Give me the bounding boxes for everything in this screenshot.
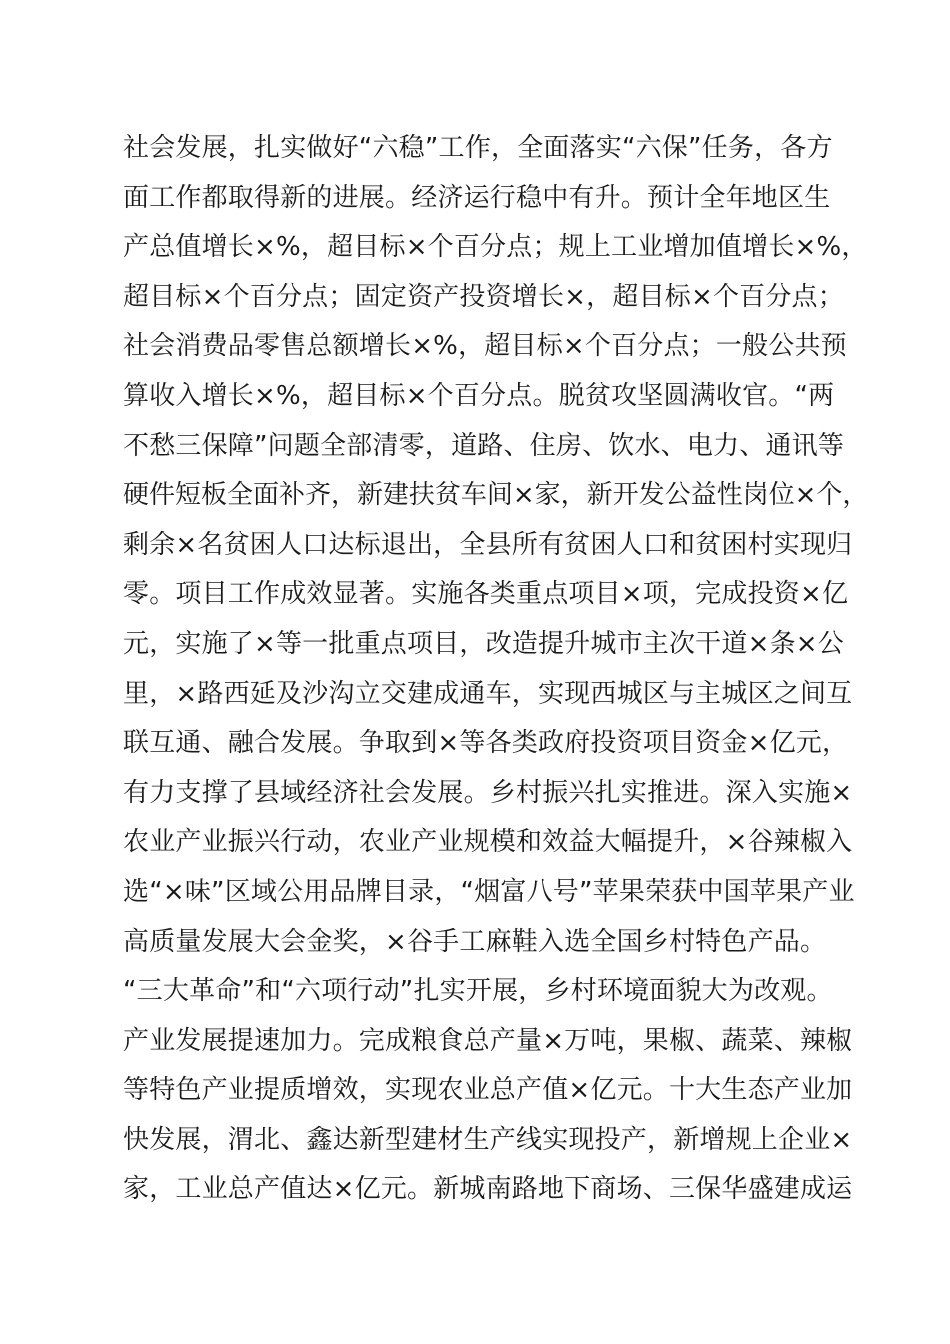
text-line: “三大革命”和“六项行动”扎实开展，乡村环境面貌大为改观。: [123, 976, 833, 1007]
text-line: 选“×味”区域公用品牌目录，“烟富八号”苹果荣获中国苹果产业: [123, 876, 855, 907]
text-line: 有力支撑了县域经济社会发展。乡村振兴扎实推进。深入实施×: [123, 777, 853, 808]
text-line: 社会消费品零售总额增长×%，超目标×个百分点；一般公共预: [123, 331, 847, 362]
text-line: 等特色产业提质增效，实现农业总产值×亿元。十大生态产业加: [123, 1075, 853, 1106]
text-line: 超目标×个百分点；固定资产投资增长×，超目标×个百分点；: [123, 281, 844, 312]
text-line: 面工作都取得新的进展。经济运行稳中有升。预计全年地区生: [123, 182, 831, 213]
text-line: 算收入增长×%，超目标×个百分点。脱贫攻坚圆满收官。“两: [123, 380, 835, 411]
text-line: 产业发展提速加力。完成粮食总产量×万吨，果椒、蔬菜、辣椒: [123, 1025, 853, 1056]
text-line: 家，工业总产值达×亿元。新城南路地下商场、三保华盛建成运: [123, 1174, 853, 1205]
text-line: 硬件短板全面补齐，新建扶贫车间×家，新开发公益性岗位×个，: [123, 480, 869, 511]
body-paragraph: [123, 124, 868, 1215]
text-line: 社会发展，扎实做好“六稳”工作，全面落实“六保”任务，各方: [123, 133, 833, 163]
text-line: 联互通、融合发展。争取到×等各类政府投资项目资金×亿元，: [123, 728, 849, 759]
text-line: 快发展，渭北、鑫达新型建材生产线实现投产，新增规上企业×: [123, 1124, 853, 1155]
text-line: 里，×路西延及沙沟立交建成通车，实现西城区与主城区之间互: [123, 678, 853, 709]
text-line: 零。项目工作成效显著。实施各类重点项目×项，完成投资×亿: [123, 579, 849, 610]
text-line: 不愁三保障”问题全部清零，道路、住房、饮水、电力、通讯等: [123, 430, 845, 461]
text-line: 产总值增长×%，超目标×个百分点；规上工业增加值增长×%，: [123, 232, 868, 263]
text-line: 剩余×名贫困人口达标退出，全县所有贫困人口和贫困村实现归: [123, 529, 853, 560]
text-line: 农业产业振兴行动，农业产业规模和效益大幅提升，×谷辣椒入: [123, 827, 853, 858]
text-line: 元，实施了×等一批重点项目，改造提升城市主次干道×条×公: [123, 628, 844, 659]
text-line: 高质量发展大会金奖，×谷手工麻鞋入选全国乡村特色产品。: [123, 926, 827, 957]
